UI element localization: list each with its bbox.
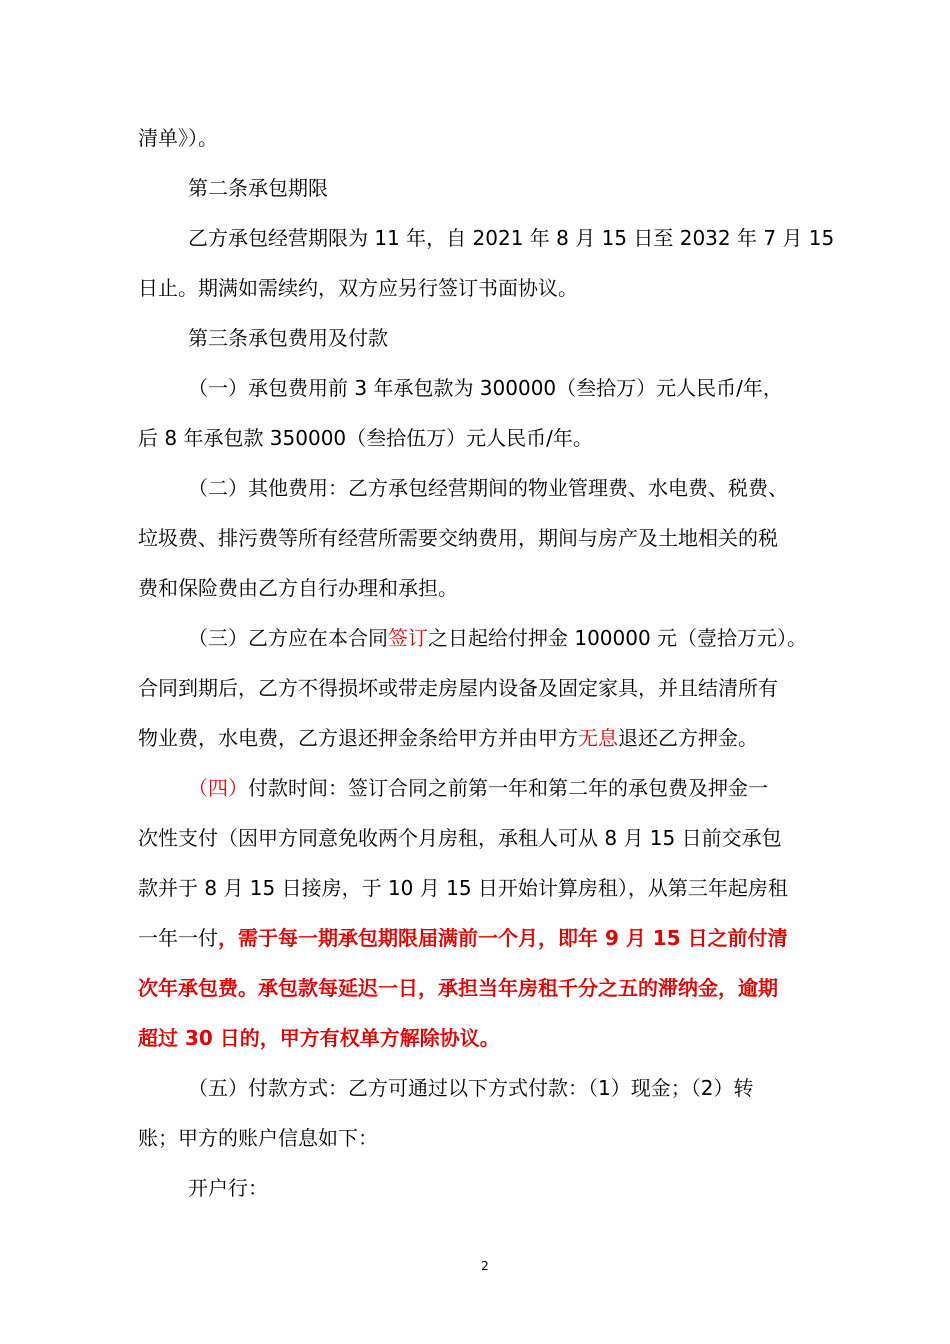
text-segment: 次性支付（因甲方同意免收两个月房租，承租人可从 8 月 15 日前交承包 [138,826,782,850]
text-segment: 合同到期后，乙方不得损坏或带走房屋内设备及固定家具，并且结清所有 [138,676,778,700]
text-line-6 [188,374,783,402]
text-line-1 [138,124,218,152]
text-line-8 [188,474,788,502]
text-line-21 [138,1124,378,1152]
highlighted-text: 无息 [578,726,618,750]
text-line-22 [188,1174,268,1202]
text-segment: （二）其他费用：乙方承包经营期间的物业管理费、水电费、税费、 [188,476,788,500]
highlighted-text: （四） [188,776,248,800]
text-line-17 [138,924,788,952]
text-segment: 垃圾费、排污费等所有经营所需要交纳费用，期间与房产及土地相关的税 [138,526,778,550]
text-line-4 [138,274,578,302]
text-line-16 [138,874,788,902]
page-number: 2 [481,1259,489,1273]
text-line-20 [188,1074,753,1102]
text-segment: （三）乙方应在本合同 [188,626,388,650]
text-segment: 开户行： [188,1176,268,1200]
text-line-10 [138,574,458,602]
text-segment: 乙方承包经营期限为 11 年，自 2021 年 8 月 15 日至 2032 年 7 月 15 [188,226,835,250]
highlighted-text: ，需于每一期承包期限届满前一个月，即年 9 月 15 日之前付清 [218,926,788,950]
text-line-14 [188,774,768,802]
text-line-3 [188,224,834,252]
text-segment: 款并于 8 月 15 日接房，于 10 月 15 日开始计算房租），从第三年起房租 [138,876,788,900]
text-segment: 物业费，水电费，乙方退还押金条给甲方并由甲方 [138,726,578,750]
text-line-12 [138,674,778,702]
text-line-18 [138,974,778,1002]
text-segment: （一）承包费用前 3 年承包款为 300000（叁拾万）元人民币/年， [188,376,783,400]
text-segment: 之日起给付押金 100000 元（壹拾万元）。 [428,626,808,650]
text-segment: 清单》）。 [138,126,218,150]
text-line-13 [138,724,758,752]
text-segment: 第三条承包费用及付款 [188,326,388,350]
text-segment: （五）付款方式：乙方可通过以下方式付款：（1）现金；（2）转 [188,1076,754,1100]
text-line-9 [138,524,778,552]
text-line-15 [138,824,782,852]
text-segment: 付款时间：签订合同之前第一年和第二年的承包费及押金一 [248,776,768,800]
text-line-11 [188,624,807,652]
text-segment: 退还乙方押金。 [618,726,758,750]
text-segment: 后 8 年承包款 350000（叁拾伍万）元人民币/年。 [138,426,593,450]
article-2-heading [188,174,328,202]
text-line-7 [138,424,593,452]
text-segment: 日止。期满如需续约，双方应另行签订书面协议。 [138,276,578,300]
highlighted-text: 次年承包费。承包款每延迟一日，承担当年房租千分之五的滞纳金，逾期 [138,976,778,1000]
highlighted-text: 超过 30 日的，甲方有权单方解除协议。 [138,1026,500,1050]
article-3-heading [188,324,388,352]
text-line-19 [138,1024,500,1052]
text-segment: 费和保险费由乙方自行办理和承担。 [138,576,458,600]
text-segment: 一年一付 [138,926,218,950]
highlighted-text: 签订 [388,626,428,650]
text-segment: 第二条承包期限 [188,176,328,200]
text-segment: 账；甲方的账户信息如下： [138,1126,378,1150]
